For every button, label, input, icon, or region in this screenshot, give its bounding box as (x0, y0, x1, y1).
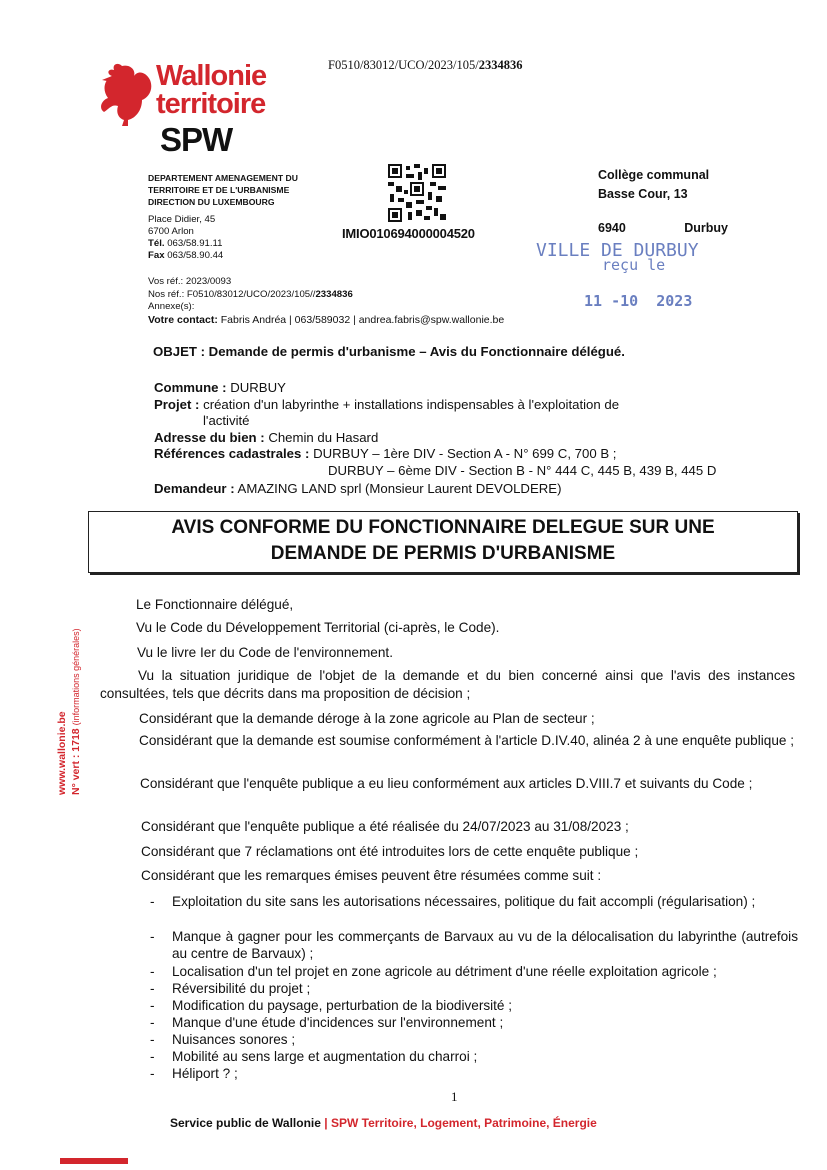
department-line-2: TERRITOIRE ET DE L'URBANISME (148, 185, 290, 195)
footer (170, 1116, 597, 1130)
request-details (154, 380, 794, 498)
refs-row (154, 446, 794, 463)
list-item (150, 963, 802, 980)
qr-code-icon (388, 164, 446, 222)
recipient-city: Durbuy (684, 221, 728, 235)
stamp-date: 11 -10 2023 (584, 292, 693, 310)
projet-label: Projet : (154, 396, 200, 412)
footer-red-bar (60, 1158, 128, 1164)
top-reference-number: 2334836 (478, 58, 523, 72)
bullet-dash: - (150, 894, 155, 909)
paragraph: Considérant que l'enquête publique a été réalisée du 24/07/2023 au 31/08/2023 ; (141, 819, 629, 834)
footer-left: Service public de Wallonie (170, 1116, 321, 1130)
paragraph: Considérant que 7 réclamations ont été introduites lors de cette enquête publique ; (141, 844, 639, 859)
subject-line: OBJET : Demande de permis d'urbanisme – Avis du Fonctionnaire délégué. (153, 344, 625, 359)
reception-stamp (536, 240, 736, 310)
bullet-dash: - (150, 1049, 155, 1064)
vos-ref: Vos réf.: 2023/0093 (148, 276, 232, 287)
demandeur-row (154, 481, 794, 498)
title-line-1: AVIS CONFORME DU FONCTIONNAIRE DELEGUE SUR UNE (171, 517, 715, 538)
contact-label: Votre contact: (148, 313, 218, 326)
bullet-dash: - (150, 1032, 155, 1047)
logo-word-wallonie: Wallonie (156, 60, 267, 92)
footer-right: SPW Territoire, Logement, Patrimoine, Énergie (330, 1116, 597, 1130)
commune-value: DURBUY (230, 380, 286, 395)
title-box (88, 511, 798, 573)
bullet-dash: - (150, 964, 155, 979)
top-reference (328, 58, 522, 73)
paragraph: Vu la situation juridique de l'objet de la demande et du bien concerné ainsi que l'avis des instances consultées, tels que décrits dans ma proposition de décision ; (100, 668, 795, 701)
department-name (148, 172, 326, 208)
nos-ref-text: Nos réf.: F0510/83012/UCO/2023/105// (148, 288, 316, 300)
nos-ref (148, 289, 504, 302)
footer-separator: | (324, 1116, 328, 1130)
list-item-text: Manque à gagner pour les commerçants de Barvaux au vu de la délocalisation du labyrinthe (autrefois au centre de Barvaux) ; (172, 929, 798, 961)
refs-label: Références cadastrales : (154, 446, 310, 461)
rooster-icon (92, 60, 156, 126)
page-number: 1 (451, 1089, 458, 1104)
logo-word-territoire: territoire (156, 88, 266, 120)
logo-word-spw: SPW (160, 121, 233, 158)
recipient-postcode: 6940 (598, 221, 626, 235)
list-item (150, 980, 311, 997)
recipient-line-1: Collège communal (598, 168, 710, 182)
refs-value-2: DURBUY – 6ème DIV - Section B - N° 444 C, 445 B, 439 B, 445 D (328, 462, 717, 478)
department-street: Place Didier, 45 (148, 214, 216, 225)
recipient-address (598, 166, 733, 238)
list-item (150, 1031, 296, 1048)
bullet-dash: - (150, 1015, 155, 1030)
recipient-city-line (598, 219, 733, 238)
adresse-label: Adresse du bien : (154, 429, 265, 445)
paragraph: Le Fonctionnaire délégué, (136, 597, 294, 612)
paragraph: Vu le Code du Développement Territorial (ci-après, le Code). (136, 620, 500, 635)
adresse-row (154, 430, 794, 447)
fax-value: 063/58.90.44 (167, 250, 224, 261)
department-fax (148, 250, 223, 262)
list-item-text: Mobilité au sens large et augmentation du charroi ; (172, 1049, 478, 1064)
demandeur-value: AMAZING LAND sprl (Monsieur Laurent DEVOLDERE) (237, 481, 562, 496)
nos-ref-number: 2334836 (315, 288, 353, 300)
contact (148, 314, 504, 327)
list-item-text: Manque d'une étude d'incidences sur l'environnement ; (172, 1015, 504, 1030)
department-line-1: DEPARTEMENT AMENAGEMENT DU (148, 173, 298, 183)
list-item-text: Nuisances sonores ; (172, 1032, 296, 1047)
stamp-line-2: reçu le (602, 256, 666, 274)
department-tel (148, 238, 223, 250)
adresse-value: Chemin du Hasard (268, 429, 379, 445)
refs-value-1: DURBUY – 1ère DIV - Section A - N° 699 C, 700 B ; (313, 446, 617, 461)
qr-code (388, 164, 446, 222)
list-item-text: Localisation d'un tel projet en zone agricole au détriment d'une réelle exploitation agricole ; (172, 964, 717, 979)
stamp-line-1: VILLE DE DURBUY (536, 240, 699, 261)
department-city: 6700 Arlon (148, 226, 194, 237)
department-address (148, 214, 223, 262)
side-contact (56, 711, 68, 795)
tel-label: Tél. (148, 238, 165, 249)
fax-label: Fax (148, 250, 165, 261)
list-item (150, 997, 513, 1014)
paragraph: Considérant que la demande est soumise conformément à l'article D.IV.40, alinéa 2 à une enquête publique ; (139, 733, 795, 748)
title-line-2: DEMANDE DE PERMIS D'URBANISME (270, 543, 616, 564)
projet-value-1: création d'un labyrinthe + installations indispensables à l'exploitation de (203, 396, 620, 412)
projet-row (154, 397, 794, 414)
paragraph: Considérant que la demande déroge à la zone agricole au Plan de secteur ; (139, 711, 595, 726)
list-item-text: Modification du paysage, perturbation de la biodiversité ; (172, 998, 513, 1013)
top-reference-text: F0510/83012/UCO/2023/105/ (328, 58, 479, 72)
bullet-dash: - (150, 998, 155, 1013)
list-item (150, 1065, 238, 1082)
tel-value: 063/58.91.11 (167, 238, 223, 249)
reference-block (148, 276, 504, 326)
contact-value: Fabris Andréa | 063/589032 | andrea.fabris@spw.wallonie.be (220, 313, 505, 326)
department-line-3: DIRECTION DU LUXEMBOURG (148, 197, 275, 207)
list-item (150, 1048, 478, 1065)
list-item (150, 893, 798, 910)
side-info: (informations générales) (71, 628, 81, 726)
list-item-text: Exploitation du site sans les autorisations nécessaires, politique du fait accompli (régularisation) ; (172, 894, 756, 909)
commune-row (154, 380, 794, 397)
wallonie-logo (92, 60, 302, 160)
bullet-dash: - (150, 981, 155, 996)
list-item (150, 1014, 504, 1031)
recipient-line-2: Basse Cour, 13 (598, 187, 688, 201)
bullet-dash: - (150, 1066, 155, 1081)
annexes: Annexe(s): (148, 301, 195, 312)
commune-label: Commune : (154, 380, 227, 395)
paragraph: Considérant que les remarques émises peuvent être résumées comme suit : (141, 868, 602, 883)
bullet-dash: - (150, 929, 155, 944)
side-phone (70, 628, 82, 795)
list-item-text: Réversibilité du projet ; (172, 981, 311, 996)
barcode-id: IMIO010694000004520 (342, 226, 475, 241)
demandeur-label: Demandeur : (154, 481, 235, 496)
side-website: www.wallonie.be (56, 711, 68, 795)
list-item-text: Héliport ? ; (172, 1066, 238, 1081)
list-item (150, 928, 798, 962)
paragraph: Vu le livre Ier du Code de l'environnement. (137, 645, 393, 660)
paragraph: Considérant que l'enquête publique a eu lieu conformément aux articles D.VIII.7 et suivants du Code ; (140, 776, 753, 791)
projet-value-2: l'activité (203, 413, 250, 428)
side-green-number: N° vert : 1718 (70, 728, 82, 795)
